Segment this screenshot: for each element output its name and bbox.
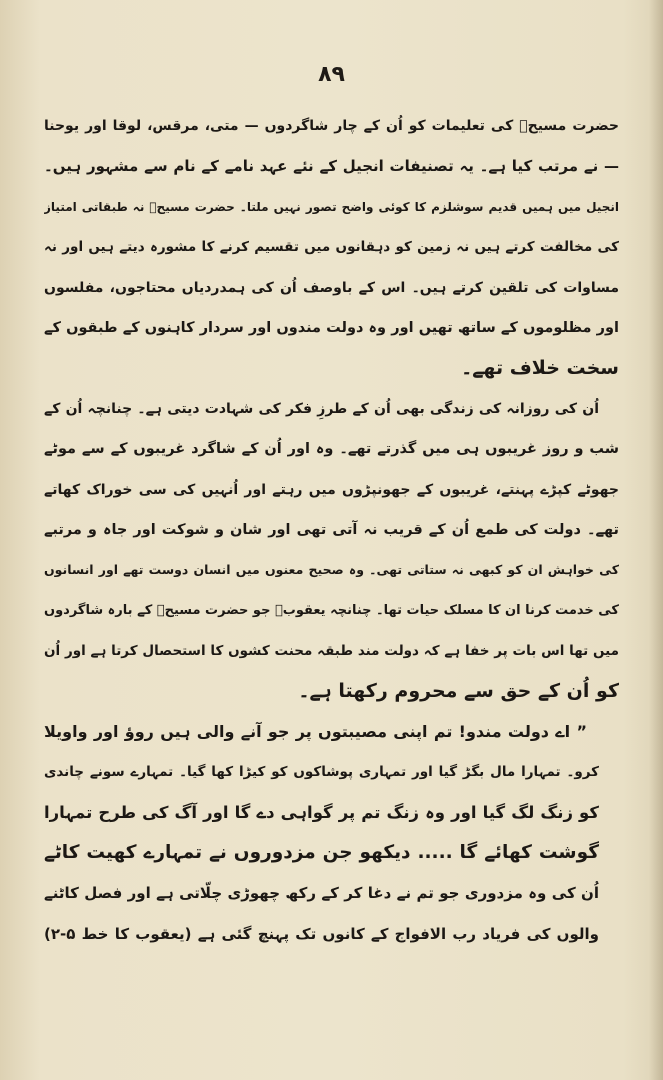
text-line: کی خدمت کرنا ان کا مسلک حیات تھا۔ چنانچہ یعقوبؑ جو حضرت مسیحؑ کے بارہ شاگردوں bbox=[44, 602, 619, 618]
text-line: شب و روز غریبوں ہی میں گذرتے تھے۔ وہ اور اُن کے شاگرد غریبوں کے سے موٹے bbox=[44, 441, 619, 458]
text-line: جھوٹے کپڑے پہنتے، غریبوں کے جھونپڑوں میں رہتے اور اُنہیں کی سی خوراک کھاتے bbox=[44, 481, 619, 498]
text-line: میں تھا اس بات پر خفا ہے کہ دولت مند طبقہ محنت کشوں کا استحصال کرتا ہے اور اُن bbox=[44, 643, 619, 660]
quote-line: کو زنگ لگ گیا اور وہ زنگ تم پر گواہی دے گا اور آگ کی طرح تمہارا bbox=[44, 802, 599, 822]
text-line: حضرت مسیحؑ کی تعلیمات کو اُن کے چار شاگردوں — متی، مرقس، لوقا اور یوحنا bbox=[44, 118, 619, 134]
text-line: مساوات کی تلقین کرتے ہیں۔ اس کے باوصف اُن کی ہمدردیاں محتاجوں، مفلسوں bbox=[44, 279, 619, 296]
text-line: کی مخالفت کرتے ہیں نہ زمین کو دہقانوں میں تقسیم کرنے کا مشورہ دیتے ہیں اور نہ bbox=[44, 239, 619, 256]
quote-line: کرو۔ تمہارا مال بگڑ گیا اور تمہاری پوشاکوں کو کیڑا کھا گیا۔ تمہارے سونے چاندی bbox=[44, 764, 599, 781]
text-line: اور مظلوموں کے ساتھ تھیں اور وہ دولت مندوں اور سردار کاہنوں کے طبقوں کے bbox=[44, 319, 619, 336]
page-number: ٨٩ bbox=[318, 62, 345, 87]
body-text bbox=[44, 106, 619, 954]
text-line: تھے۔ دولت کی طمع اُن کے قریب نہ آتی تھی اور شان و شوکت اور جاہ و مرتبے bbox=[44, 521, 619, 538]
text-line: — نے مرتب کیا ہے۔ یہ تصنیفات انجیل کے نئے عہد نامے کے نام سے مشہور ہیں۔ bbox=[44, 157, 619, 176]
text-line: اُن کی روزانہ کی زندگی بھی اُن کے طرزِ فکر کی شہادت دیتی ہے۔ چنانچہ اُن کے bbox=[44, 400, 599, 417]
text-line: کو اُن کے حق سے محروم رکھتا ہے۔ bbox=[298, 680, 619, 703]
quote-line: والوں کی فریاد رب الافواج کے کانوں تک پہنچ گئی ہے (یعقوب کا خط ۵-۲) bbox=[44, 924, 599, 943]
quote-line: ” اے دولت مندو! تم اپنی مصیبتوں پر جو آنے والی ہیں روؤ اور واویلا bbox=[44, 721, 587, 741]
quote-line: اُن کی وہ مزدوری جو تم نے دغا کر کے رکھ چھوڑی چلّاتی ہے اور فصل کاٹنے bbox=[44, 884, 599, 903]
page-edge-shadow bbox=[649, 0, 663, 1080]
text-line: سخت خلاف تھے۔ bbox=[461, 357, 619, 380]
text-line: انجیل میں ہمیں قدیم سوشلزم کا کوئی واضح تصور نہیں ملتا۔ حضرت مسیحؑ نہ طبقاتی امتیاز bbox=[44, 199, 619, 214]
quote-line: گوشت کھائے گا ..... دیکھو جن مزدوروں نے تمہارے کھیت کاٹے bbox=[44, 842, 599, 864]
text-line: کی خواہش ان کو کبھی نہ ستاتی تھی۔ وہ صحیح معنوں میں انسان دوست تھے اور انسانوں bbox=[44, 562, 619, 578]
